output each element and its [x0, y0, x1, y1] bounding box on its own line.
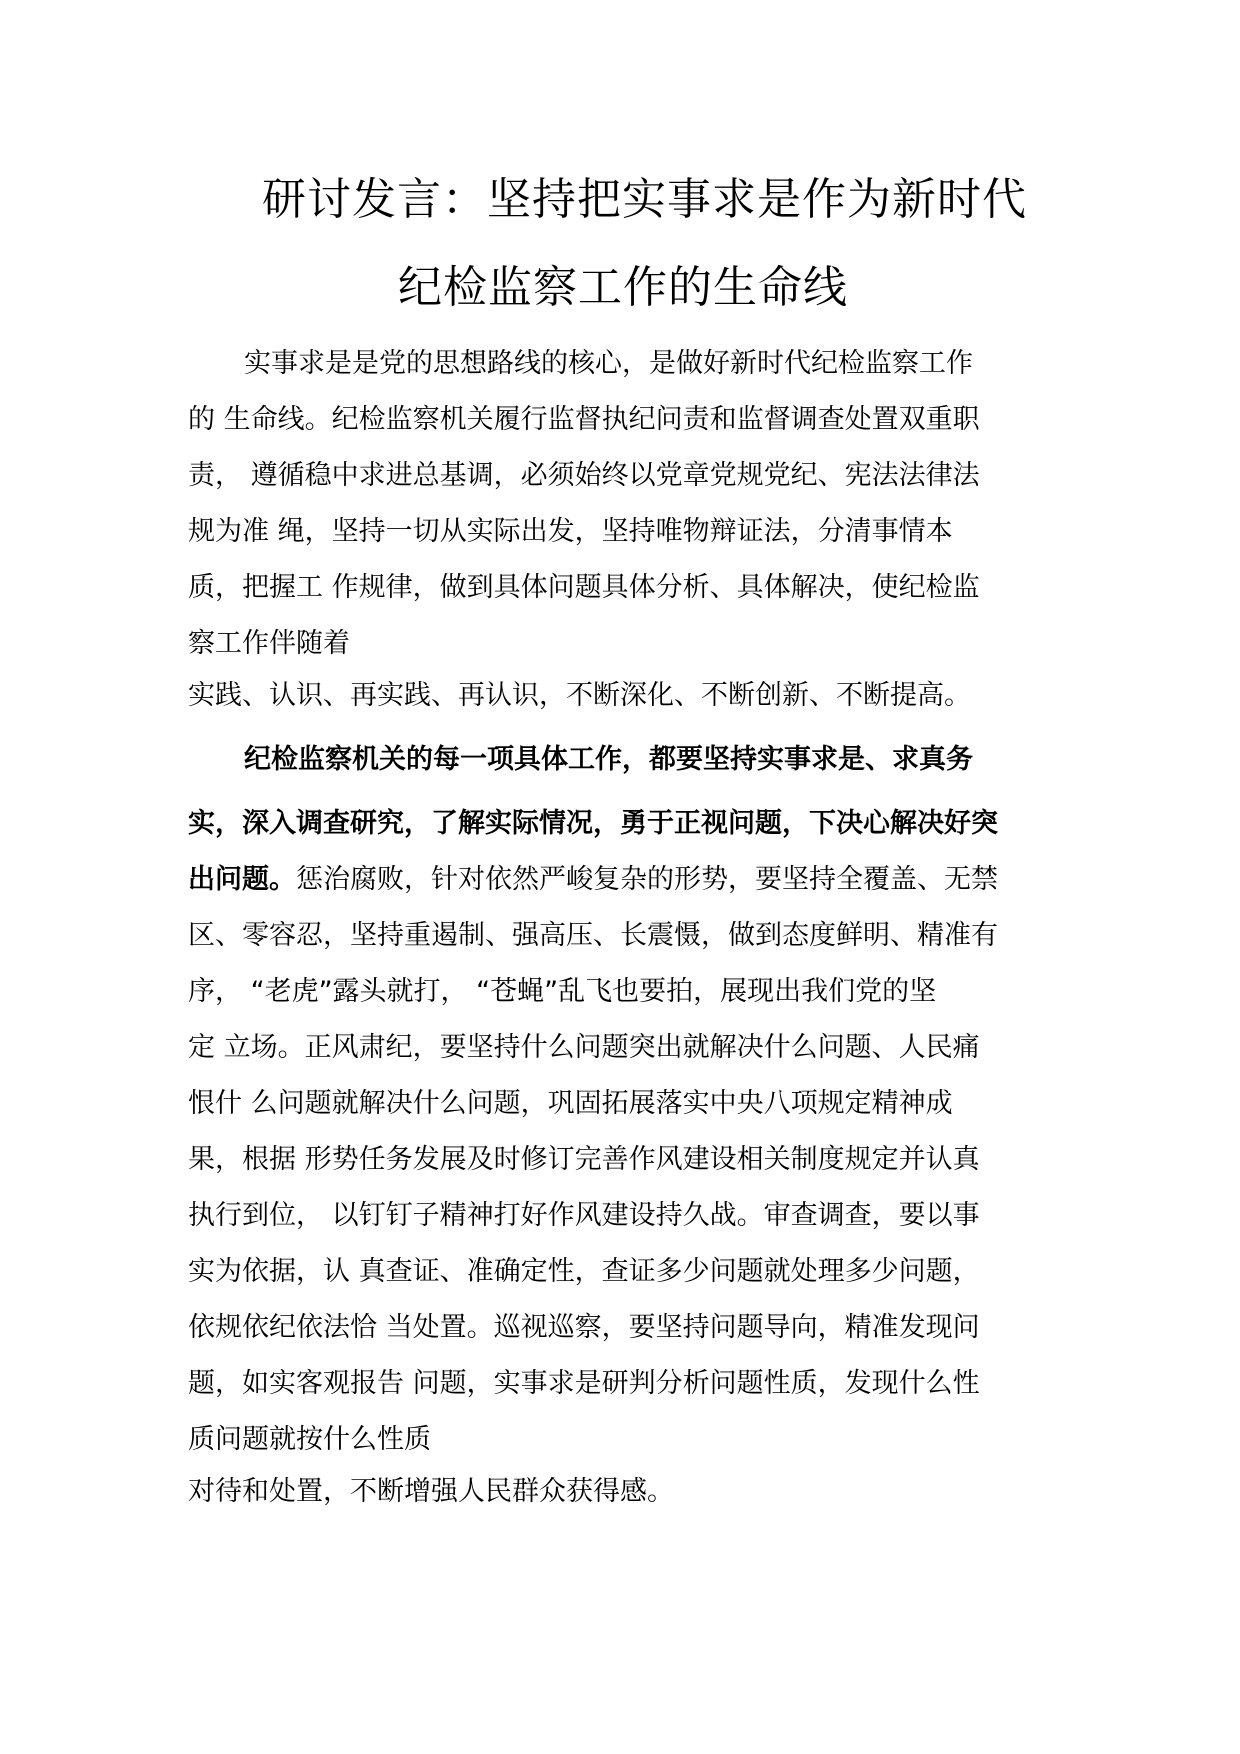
paragraph-2-line-7: 恨什 么问题就解决什么问题，巩固拓展落实中央八项规定精神成: [188, 1088, 953, 1119]
paragraph-1-line-5: 质，把握工 作规律，做到具体问题具体分析、具体解决，使纪检监: [188, 572, 980, 603]
paragraph-2-line-3-text: 惩治腐败，针对依然严峻复杂的形势，要坚持全覆盖、无禁: [296, 864, 998, 895]
paragraph-2-line-11: 依规依纪依法恰 当处置。巡视巡察，要坚持问题导向，精准发现问: [188, 1312, 980, 1343]
paragraph-2-line-3: [188, 860, 998, 900]
paragraph-2-line-13: 质问题就按什么性质: [188, 1424, 431, 1455]
paragraph-2-line-4: 区、零容忍，坚持重遏制、强高压、长震慑，做到态度鲜明、精准有: [188, 920, 998, 951]
title-line-2: 纪检监察工作的生命线: [398, 262, 848, 313]
paragraph-2-line-14: 对待和处置，不断增强人民群众获得感。: [188, 1476, 674, 1507]
title-line-1: 研讨发言：坚持把实事求是作为新时代: [262, 174, 1027, 225]
paragraph-2-line-6: 定 立场。正风肃纪，要坚持什么问题突出就解决什么问题、人民痛: [188, 1032, 980, 1063]
paragraph-2-line-10: 实为依据，认 真查证、准确定性，查证多少问题就处理多少问题，: [188, 1256, 980, 1287]
paragraph-2-bold-end: 出问题。: [188, 864, 296, 895]
paragraph-1-line-2: 的 生命线。纪检监察机关履行监督执纪问责和监督调查处置双重职: [188, 404, 980, 435]
paragraph-1-line-4: 规为准 绳，坚持一切从实际出发，坚持唯物辩证法，分清事情本: [188, 516, 953, 547]
paragraph-1-line-1: 实事求是是党的思想路线的核心，是做好新时代纪检监察工作: [244, 348, 973, 379]
paragraph-2-line-2: 实，深入调查研究，了解实际情况，勇于正视问题，下决心解决好突: [188, 808, 998, 839]
paragraph-2-line-1: 纪检监察机关的每一项具体工作，都要坚持实事求是、求真务: [244, 744, 973, 775]
paragraph-1-line-7: 实践、认识、再实践、再认识，不断深化、不断创新、不断提高。: [188, 680, 971, 711]
paragraph-1-line-3: 责， 遵循稳中求进总基调，必须始终以党章党规党纪、宪法法律法: [188, 460, 980, 491]
paragraph-2-line-5: 序， “老虎”露头就打， “苍蝇”乱飞也要拍，展现出我们党的坚: [188, 976, 937, 1007]
paragraph-2-line-8: 果，根据 形势任务发展及时修订完善作风建设相关制度规定并认真: [188, 1144, 980, 1175]
paragraph-2-line-9: 执行到位， 以钉钉子精神打好作风建设持久战。审查调查，要以事: [188, 1200, 980, 1231]
paragraph-1-line-6: 察工作伴随着: [188, 628, 350, 659]
paragraph-2-line-12: 题，如实客观报告 问题，实事求是研判分析问题性质，发现什么性: [188, 1368, 980, 1399]
